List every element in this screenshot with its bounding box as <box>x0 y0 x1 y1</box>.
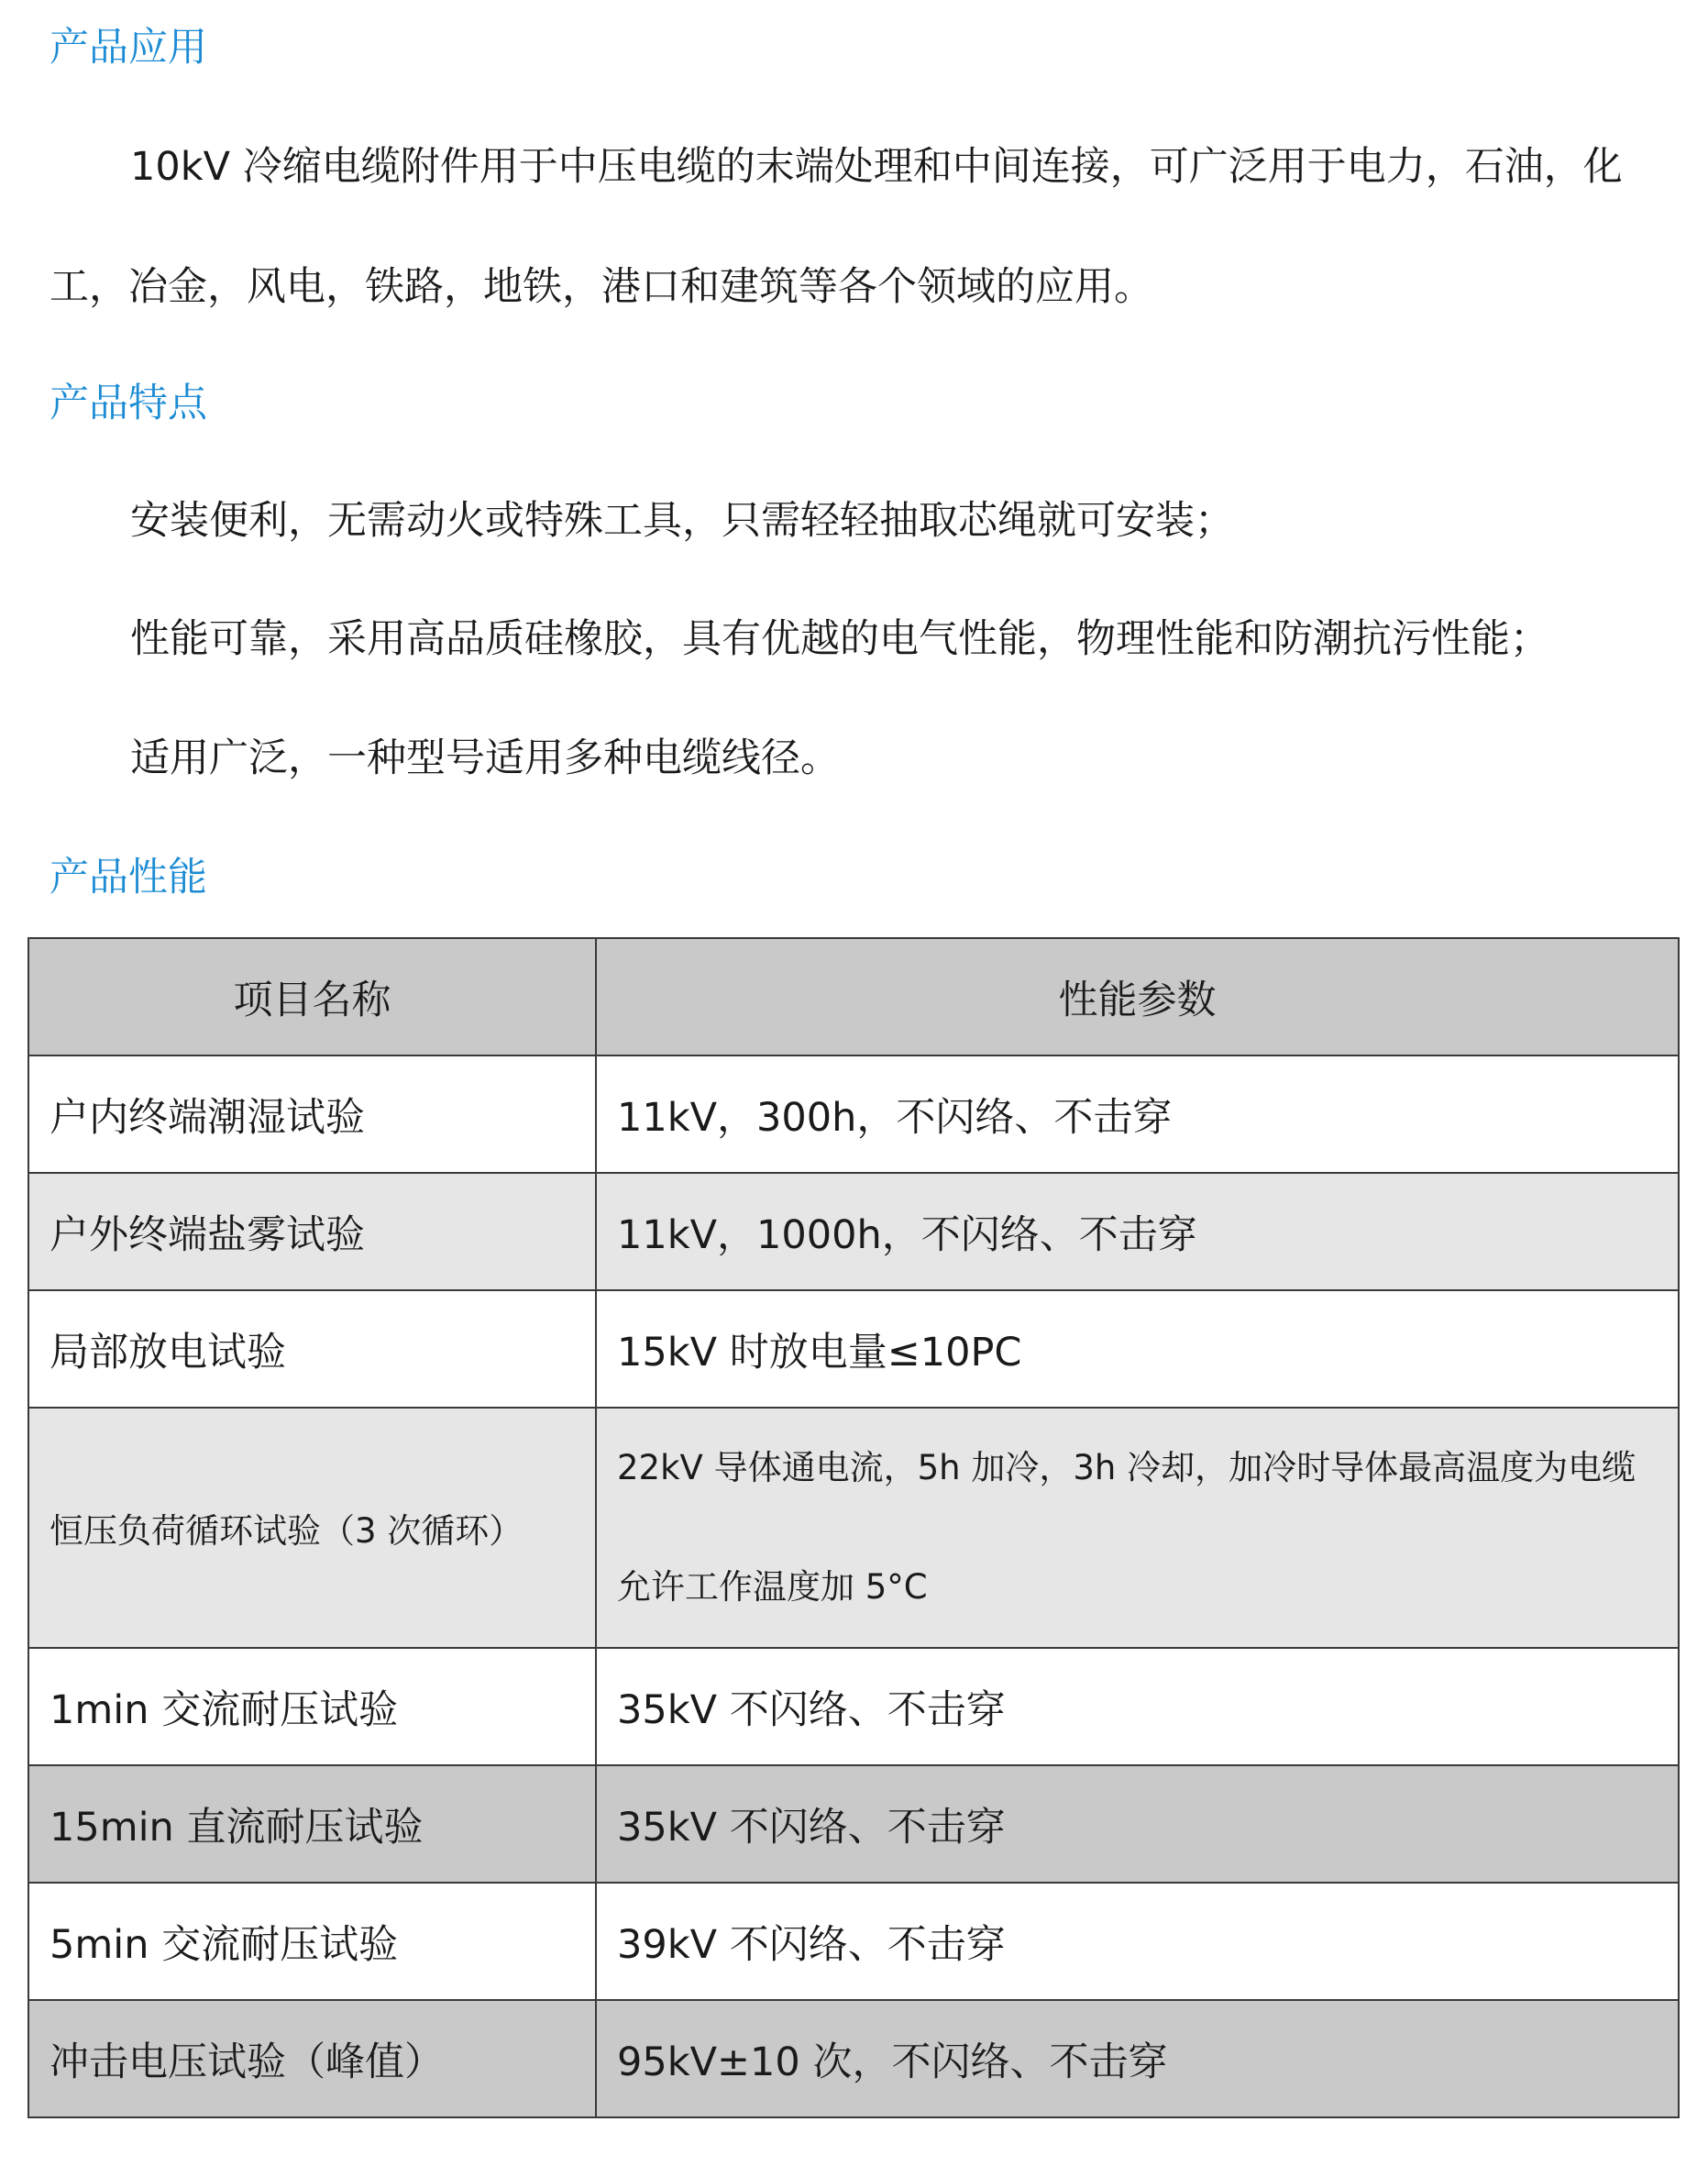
item-name-cell: 15min 直流耐压试验 <box>28 1765 596 1883</box>
feature-item: 适用广泛，一种型号适用多种电缆线径。 <box>130 735 840 781</box>
column-header-name: 项目名称 <box>28 938 596 1055</box>
table-row <box>28 1055 1679 1173</box>
item-name-cell: 户内终端潮湿试验 <box>28 1055 596 1173</box>
application-paragraph: 10kV 冷缩电缆附件用于中压电缆的末端处理和中间连接，可广泛用于电力，石油，化工，冶金，风电，铁路，地铁，港口和建筑等各个领域的应用。 <box>50 144 1623 310</box>
table-row <box>28 1648 1679 1765</box>
section-heading-features: 产品特点 <box>50 381 207 426</box>
item-name-cell: 恒压负荷循环试验（3 次循环） <box>28 1408 596 1648</box>
table-header-row <box>28 938 1679 1055</box>
item-name-cell: 1min 交流耐压试验 <box>28 1648 596 1765</box>
column-header-value: 性能参数 <box>596 938 1679 1055</box>
item-value-cell: 35kV 不闪络、不击穿 <box>596 1765 1679 1883</box>
performance-table <box>28 937 1680 2118</box>
item-value-cell: 95kV±10 次，不闪络、不击穿 <box>596 2000 1679 2117</box>
item-name-cell: 户外终端盐雾试验 <box>28 1173 596 1290</box>
item-value-cell: 22kV 导体通电流，5h 加冷，3h 冷却，加冷时导体最高温度为电缆允许工作温度加 5°C <box>596 1408 1679 1648</box>
item-value-cell: 35kV 不闪络、不击穿 <box>596 1648 1679 1765</box>
section-heading-performance: 产品性能 <box>50 855 207 901</box>
feature-item: 性能可靠，采用高品质硅橡胶，具有优越的电气性能，物理性能和防潮抗污性能； <box>130 616 1549 662</box>
item-value-cell: 11kV，1000h，不闪络、不击穿 <box>596 1173 1679 1290</box>
item-value-cell: 39kV 不闪络、不击穿 <box>596 1883 1679 2000</box>
feature-item: 安装便利，无需动火或特殊工具，只需轻轻抽取芯绳就可安装； <box>130 498 1234 544</box>
table-row <box>28 1765 1679 1883</box>
table-row <box>28 1408 1679 1648</box>
item-name-cell: 冲击电压试验（峰值） <box>28 2000 596 2117</box>
table-row <box>28 1290 1679 1408</box>
table-row <box>28 2000 1679 2117</box>
item-name-cell: 5min 交流耐压试验 <box>28 1883 596 2000</box>
item-value-cell: 15kV 时放电量≤10PC <box>596 1290 1679 1408</box>
section-heading-application: 产品应用 <box>50 25 207 71</box>
item-name-cell: 局部放电试验 <box>28 1290 596 1408</box>
table-row <box>28 1883 1679 2000</box>
table-row <box>28 1173 1679 1290</box>
item-value-cell: 11kV，300h，不闪络、不击穿 <box>596 1055 1679 1173</box>
